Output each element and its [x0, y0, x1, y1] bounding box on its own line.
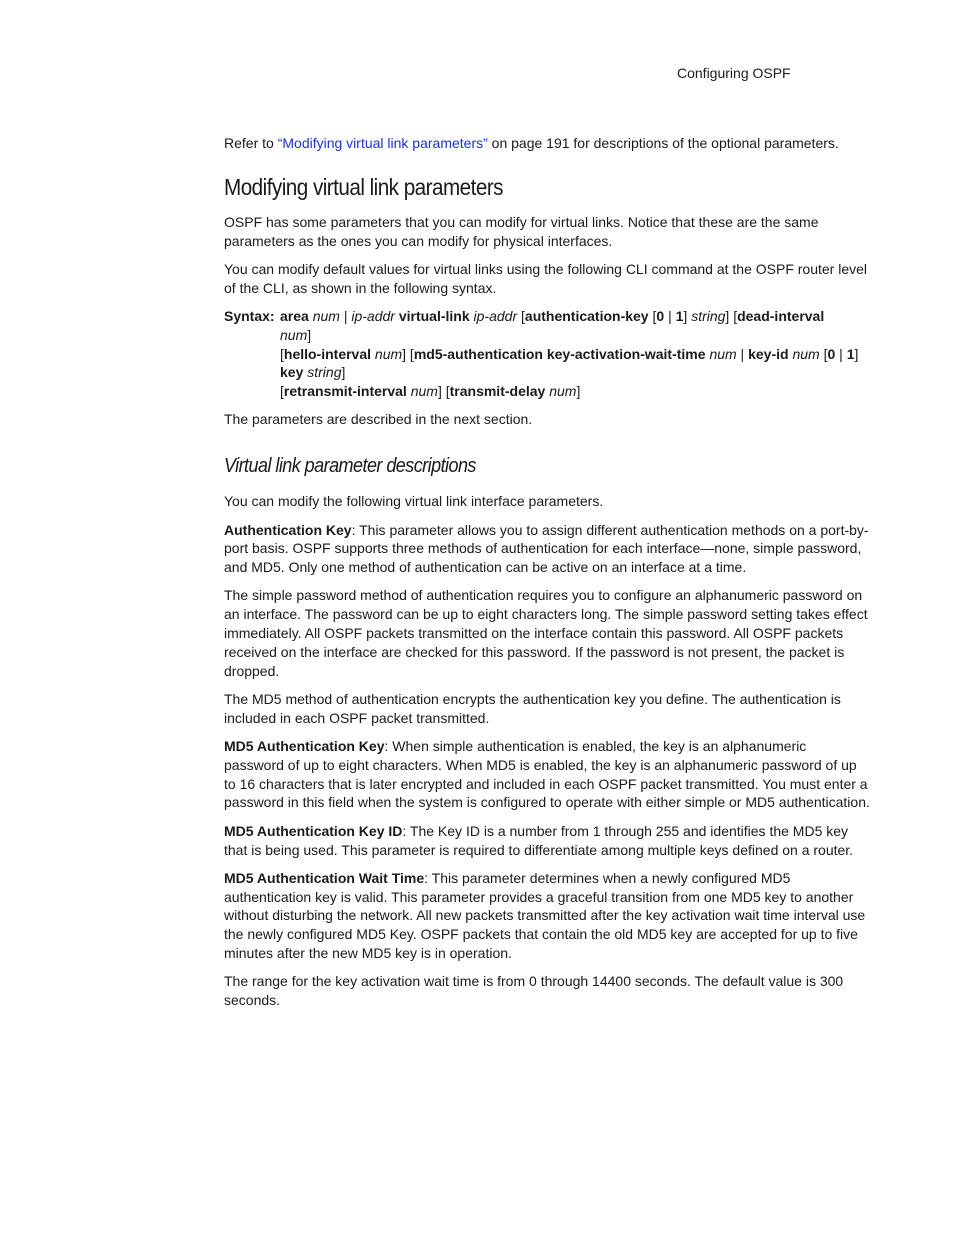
md5-wait-time-text: : This parameter determines when a newly configured MD5 authentication key is valid. This parameter provides a graceful transition from one MD5 key to another without disturbing the network. All new packets transmitted after the key activation wait time interval use the newly configured MD5 Key. OSPF packets that contain the old MD5 key are accepted for up to five minutes after the new MD5 key is in operation. — [224, 869, 866, 961]
arg-num: num — [549, 383, 577, 400]
md5-key-id-term: MD5 Authentication Key ID — [224, 822, 403, 839]
syntax-body — [280, 307, 870, 401]
auth-key-paragraph — [224, 521, 870, 577]
syntax-line-1: area num | ip-addr virtual-link ip-addr [authentication-key [0 | 1] string] [dead-interval — [280, 307, 825, 324]
arg-ip-addr: ip-addr — [473, 307, 518, 324]
syntax-line-2: num] — [280, 326, 312, 343]
subsection-heading: Virtual link parameter descriptions — [224, 455, 476, 478]
arg-num: num — [312, 307, 340, 324]
kw-hello-interval: hello-interval — [283, 345, 372, 362]
kw-key-id: key-id — [748, 345, 789, 362]
md5-wait-time-term: MD5 Authentication Wait Time — [224, 869, 425, 886]
kw-md5-wait-time: md5-authentication key-activation-wait-time — [413, 345, 706, 362]
syntax-line-5: [retransmit-interval num] [transmit-delay num] — [280, 383, 581, 400]
kw-area: area — [280, 307, 309, 324]
section-paragraph-2: You can modify default values for virtual links using the following CLI command at the OSPF router level of the CLI, as shown in the following syntax. — [224, 260, 868, 296]
md5-key-term: MD5 Authentication Key — [224, 738, 385, 755]
page-content — [224, 134, 870, 1019]
md5-key-text: : When simple authentication is enabled, the key is an alphanumeric password of up to eight characters. When MD5 is enabled, the key is an alphanumeric password of up to 16 characters that is later encrypted and included in each OSPF packet transmitted. You must enter a password in this field when the system is configured to operate with either simple or MD5 authentication. — [224, 738, 870, 811]
after-syntax-paragraph: The parameters are described in the next section. — [224, 411, 533, 428]
kw-zero: 0 — [656, 307, 665, 324]
md5-key-paragraph — [224, 737, 870, 812]
pipe: | — [664, 307, 676, 324]
section-heading: Modifying virtual link parameters — [224, 173, 503, 200]
pipe: | — [736, 345, 749, 362]
pipe: | — [339, 307, 352, 324]
kw-one: 1 — [846, 345, 855, 362]
syntax-line-4: key string] — [280, 364, 346, 381]
md5-key-id-text: : The Key ID is a number from 1 through 255 and identifies the MD5 key that is being used. This parameter is required to differentiate among multiple keys defined on a router. — [224, 822, 854, 858]
kw-retransmit-interval: retransmit-interval — [283, 383, 407, 400]
cross-reference-link[interactable]: “Modifying virtual link parameters” — [277, 135, 488, 151]
arg-num: num — [374, 345, 403, 362]
kw-one: 1 — [675, 307, 684, 324]
syntax-label: Syntax: — [224, 307, 275, 324]
auth-key-term: Authentication Key — [224, 521, 352, 538]
arg-num: num — [410, 383, 438, 400]
md5-method-paragraph: The MD5 method of authentication encrypts the authentication key you define. The authentication is included in each OSPF packet transmitted. — [224, 690, 841, 726]
kw-key: key — [280, 364, 304, 381]
intro-suffix: on page 191 for descriptions of the optional parameters. — [487, 135, 839, 151]
range-paragraph: The range for the key activation wait time is from 0 through 14400 seconds. The default value is 300 seconds. — [224, 973, 844, 1009]
simple-password-paragraph: The simple password method of authentication requires you to configure an alphanumeric password on an interface. The password can be up to eight characters long. The simple password setting takes effect immediately. All OSPF packets transmitted on the interface contain this password. All OSPF packets received on the interface are checked for this password. If the password is not present, the packet is dropped. — [224, 587, 868, 679]
section-paragraph-1: OSPF has some parameters that you can modify for virtual links. Notice that these are the same parameters as the ones you can modify for physical interfaces. — [224, 213, 819, 249]
arg-string: string — [691, 307, 726, 324]
md5-wait-time-paragraph — [224, 869, 870, 963]
arg-num: num — [709, 345, 737, 362]
arg-string: string — [307, 364, 342, 381]
syntax-line-3: [hello-interval num] [md5-authentication key-activation-wait-time num | key-id num [0 | 1] — [280, 345, 859, 362]
kw-dead-interval: dead-interval — [737, 307, 825, 324]
kw-virtual-link: virtual-link — [398, 307, 470, 324]
subsection-intro: You can modify the following virtual link interface parameters. — [224, 493, 604, 510]
md5-key-id-paragraph — [224, 822, 870, 860]
auth-key-text: : This parameter allows you to assign different authentication methods on a port-by-port basis. OSPF supports three methods of authentication for each interface—none, simple password, and MD5. Only one method of authentication can be active on an interface at a time. — [224, 521, 869, 576]
running-header: Configuring OSPF — [677, 65, 791, 81]
pipe: | — [835, 345, 847, 362]
arg-ip-addr: ip-addr — [351, 307, 395, 324]
arg-num: num — [280, 326, 308, 343]
intro-paragraph — [224, 134, 870, 153]
kw-zero: 0 — [827, 345, 836, 362]
intro-prefix: Refer to — [224, 135, 278, 151]
kw-authentication-key: authentication-key — [524, 307, 649, 324]
kw-transmit-delay: transmit-delay — [449, 383, 546, 400]
syntax-block — [224, 307, 870, 401]
arg-num: num — [792, 345, 820, 362]
